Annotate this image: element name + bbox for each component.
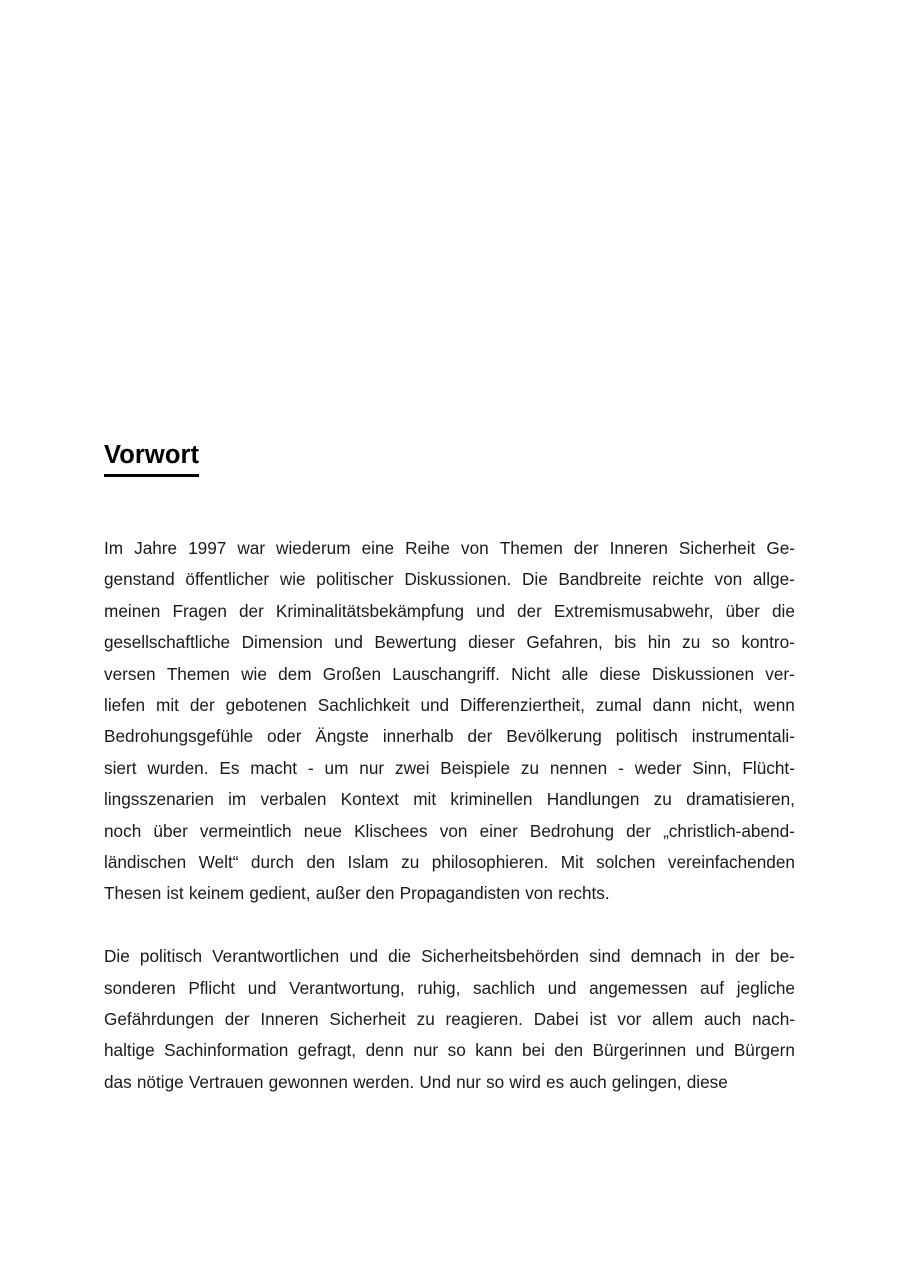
text-word: philosophieren. [431, 852, 549, 873]
text-word: die [771, 600, 795, 621]
text-word: gelingen, [611, 1071, 682, 1092]
text-line [104, 596, 795, 627]
text-word: von [714, 569, 743, 590]
text-word: und [476, 600, 505, 621]
text-word: vereinfachenden [667, 852, 795, 873]
heading-wrapper [104, 440, 795, 477]
text-word: wurden. [147, 757, 209, 778]
text-word: noch [104, 820, 142, 841]
text-word: der [735, 946, 760, 967]
text-word: es [546, 1071, 565, 1092]
text-word: von [439, 820, 468, 841]
text-word: wiederum [276, 538, 351, 558]
page-content [104, 440, 795, 1098]
text-word: der [224, 1009, 250, 1030]
text-word: vermeintlich [199, 820, 292, 841]
text-word: mit [413, 789, 437, 810]
text-word: der [516, 600, 542, 621]
text-word: Islam [347, 852, 389, 873]
text-word: und [334, 632, 363, 653]
text-word: eine [361, 538, 395, 558]
text-word: reagieren. [445, 1009, 523, 1030]
text-word: Inneren [609, 538, 668, 558]
text-word: Bewertung [374, 632, 457, 653]
text-line [104, 627, 795, 658]
text-word: der [189, 695, 215, 716]
text-word: Ängste [315, 726, 369, 747]
text-line [104, 847, 795, 878]
text-word: politisch [139, 946, 203, 967]
text-word: kontro- [741, 632, 795, 653]
text-word: und [420, 695, 450, 716]
text-word: zu [401, 852, 420, 873]
text-word: ist [166, 883, 184, 904]
text-word: öffentlicher [185, 569, 270, 590]
text-word: wird [509, 1071, 541, 1092]
text-word: nach- [752, 1009, 795, 1030]
text-word: gesellschaftliche [104, 632, 231, 653]
text-word: bis [614, 632, 637, 653]
text-line [104, 690, 795, 721]
text-word: Verantwortung, [289, 977, 405, 998]
text-word: Sachinformation [164, 1040, 289, 1061]
text-word: das [104, 1071, 132, 1092]
text-word: um [324, 757, 349, 778]
text-word: neue [303, 820, 342, 841]
text-word: mit [156, 695, 179, 716]
text-word: der [467, 726, 493, 747]
text-word: Verantwortlichen [212, 946, 340, 967]
text-line [104, 721, 795, 752]
text-word: alle [561, 663, 589, 684]
text-word: denn [365, 1040, 404, 1061]
text-word: angemessen [589, 977, 688, 998]
text-word: meinen [104, 600, 161, 621]
text-word: vor [617, 1009, 642, 1030]
text-word: nötige [136, 1071, 184, 1092]
text-word: Diskussionen [651, 663, 755, 684]
text-word: im [228, 789, 247, 810]
text-word: Großen [322, 663, 382, 684]
text-word: - [618, 757, 624, 778]
text-word: Propagandisten [399, 883, 521, 904]
text-word: wie [241, 663, 267, 684]
text-word: jegliche [736, 977, 795, 998]
text-word: Diskussionen. [404, 569, 512, 590]
text-word: Sicherheit [329, 1009, 406, 1030]
text-word: Bedrohungsgefühle [104, 726, 254, 747]
text-line [104, 941, 795, 972]
text-word: Kriminalitätsbekämpfung [275, 600, 465, 621]
text-word: allem [652, 1009, 694, 1030]
text-line [104, 753, 795, 784]
text-word: Dimension [241, 632, 323, 653]
paragraph-2 [104, 941, 795, 1098]
text-word: diese [599, 663, 641, 684]
text-word: gedient, [249, 883, 311, 904]
text-word: und [349, 946, 379, 967]
text-word: dramatisieren, [686, 789, 795, 810]
page-title: Vorwort [104, 440, 199, 477]
text-word: diese [686, 1071, 728, 1092]
text-word: Die [104, 946, 130, 967]
text-word: Inneren [260, 1009, 319, 1030]
text-line [104, 564, 795, 595]
text-line [104, 533, 795, 564]
text-word: Bürgern [733, 1040, 795, 1061]
paragraph-1 [104, 533, 795, 910]
text-word: Vertrauen [188, 1071, 264, 1092]
text-line [104, 1004, 795, 1035]
text-word: rechts. [558, 883, 610, 904]
text-word: oder [267, 726, 302, 747]
text-word: macht [250, 757, 298, 778]
text-word: nennen [549, 757, 608, 778]
text-word: ruhig, [417, 977, 461, 998]
text-word: und [547, 977, 577, 998]
text-word: den [365, 883, 395, 904]
text-word: ländischen [104, 852, 187, 873]
text-line [104, 784, 795, 815]
text-word: dann [652, 695, 691, 716]
text-word: Themen [166, 663, 230, 684]
text-word: zu [682, 632, 701, 653]
text-word: Bürgerinnen [592, 1040, 687, 1061]
text-word: weder [634, 757, 682, 778]
text-line [104, 1035, 795, 1066]
text-word: nicht, [701, 695, 743, 716]
text-word: nur [359, 757, 385, 778]
text-word: sind [589, 946, 621, 967]
text-word: die [388, 946, 412, 967]
text-word: zu [416, 1009, 435, 1030]
text-word: liefen [104, 695, 146, 716]
text-word: auch [703, 1009, 742, 1030]
text-word: Sachlichkeit [317, 695, 410, 716]
text-word: bei [521, 1040, 545, 1061]
text-word: der [239, 600, 264, 621]
text-word: gebotenen [225, 695, 307, 716]
text-word: werden. [353, 1071, 415, 1092]
text-word: Im [104, 538, 124, 558]
text-line [104, 816, 795, 847]
text-word: wie [279, 569, 306, 590]
body-text [104, 533, 795, 1098]
text-word: Mit [560, 852, 584, 873]
text-word: Beispiele [440, 757, 510, 778]
text-word: be- [770, 946, 795, 967]
text-word: zu [520, 757, 540, 778]
text-word: den [554, 1040, 584, 1061]
text-word: Dabei [533, 1009, 579, 1030]
text-word: einer [479, 820, 518, 841]
text-word: gewonnen [268, 1071, 348, 1092]
text-word: von [525, 883, 553, 904]
text-line [104, 1067, 795, 1098]
text-line [104, 878, 795, 909]
text-word: Fragen [172, 600, 227, 621]
text-word: Welt“ [198, 852, 239, 873]
text-word: Klischees [354, 820, 428, 841]
text-word: Jahre [134, 538, 178, 558]
text-word: Sinn, [692, 757, 732, 778]
text-word: - [307, 757, 314, 778]
text-line [104, 973, 795, 1004]
text-word: Pflicht [188, 977, 236, 998]
text-word: Sicherheit [678, 538, 756, 558]
text-word: lingsszenarien [104, 789, 214, 810]
text-word: außer [315, 883, 361, 904]
text-word: Und [419, 1071, 451, 1092]
text-word: Lauschangriff. [392, 663, 500, 684]
text-word: zumal [595, 695, 642, 716]
text-line [104, 659, 795, 690]
text-word: in [711, 946, 725, 967]
text-word: Es [219, 757, 240, 778]
text-word: dieser [468, 632, 515, 653]
text-word: politischer [316, 569, 394, 590]
text-word: auch [569, 1071, 607, 1092]
text-word: Differenziertheit, [460, 695, 585, 716]
text-word: innerhalb [382, 726, 454, 747]
text-word: so [486, 1071, 505, 1092]
text-word: von [460, 538, 489, 558]
text-word: siert [104, 757, 137, 778]
text-word: reichte [652, 569, 704, 590]
text-word: war [237, 538, 266, 558]
text-word: versen [104, 663, 156, 684]
text-word: solchen [596, 852, 656, 873]
text-word: demnach [630, 946, 702, 967]
text-word: Gefahren, [526, 632, 603, 653]
text-word: hin [647, 632, 671, 653]
text-word: über [725, 600, 760, 621]
text-word: gefragt, [297, 1040, 357, 1061]
text-word: kann [475, 1040, 513, 1061]
text-word: Ge- [766, 538, 795, 558]
text-word: 1997 [188, 538, 227, 558]
text-word: allge- [752, 569, 795, 590]
text-word: kriminellen [450, 789, 533, 810]
text-word: Flücht- [742, 757, 795, 778]
text-word: der [573, 538, 599, 558]
text-word: Themen [499, 538, 563, 558]
text-word: auf [700, 977, 725, 998]
text-word: und [247, 977, 277, 998]
text-word: nur [456, 1071, 481, 1092]
text-word: dem [278, 663, 312, 684]
text-word: ver- [765, 663, 795, 684]
text-word: über [153, 820, 188, 841]
text-word: Extremismusabwehr, [553, 600, 714, 621]
text-word: ist [589, 1009, 607, 1030]
text-word: wenn [753, 695, 795, 716]
text-word: Bedrohung [529, 820, 615, 841]
text-word: sonderen [104, 977, 176, 998]
text-word: Nicht [511, 663, 551, 684]
text-word: Reihe [405, 538, 450, 558]
text-word: zu [653, 789, 672, 810]
text-word: nur [413, 1040, 439, 1061]
text-word: Bevölkerung [506, 726, 602, 747]
text-word: politisch [615, 726, 678, 747]
text-word: der [626, 820, 651, 841]
text-word: genstand [104, 569, 175, 590]
text-word: Gefährdungen [104, 1009, 214, 1030]
text-word: so [711, 632, 730, 653]
text-word: sachlich [473, 977, 536, 998]
text-word: verbalen [260, 789, 327, 810]
text-word: instrumentali- [691, 726, 795, 747]
text-word: so [447, 1040, 466, 1061]
text-word: zwei [395, 757, 430, 778]
text-word: „christlich-abend- [663, 820, 795, 841]
text-word: keinem [188, 883, 245, 904]
text-word: Sicherheitsbehörden [421, 946, 579, 967]
text-word: Thesen [104, 883, 162, 904]
text-word: durch [250, 852, 294, 873]
text-word: den [306, 852, 336, 873]
text-word: haltige [104, 1040, 155, 1061]
text-word: Handlungen [546, 789, 640, 810]
text-word: Kontext [340, 789, 399, 810]
text-word: Die [521, 569, 548, 590]
text-word: Bandbreite [558, 569, 642, 590]
text-word: und [695, 1040, 725, 1061]
